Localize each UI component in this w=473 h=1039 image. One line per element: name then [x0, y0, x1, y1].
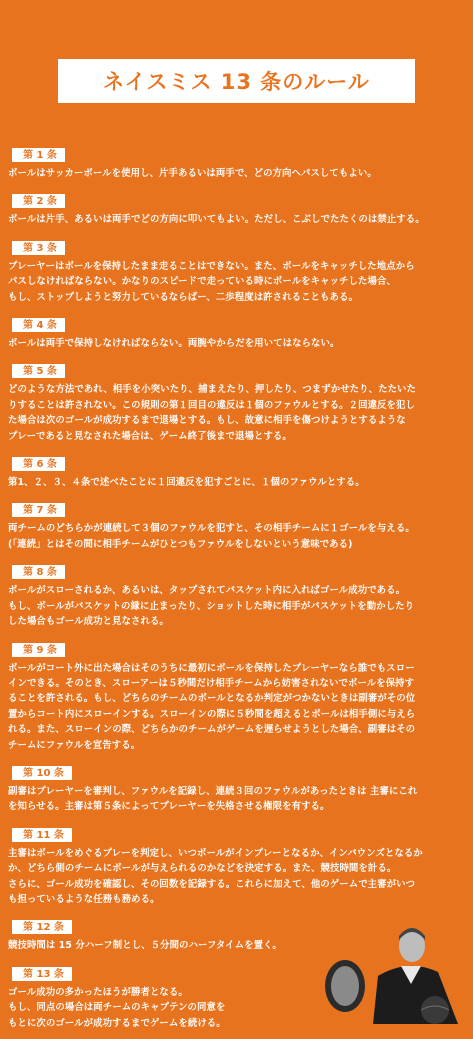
- rule-label: 第 12 条: [12, 920, 72, 934]
- rule-3: [8, 236, 466, 305]
- rule-label: 第 5 条: [12, 364, 65, 378]
- rule-text: どのような方法であれ、相手を小突いたり、捕まえたり、押したり、つまずかせたり、たたいた りすることは許されない。この規則の第１回目の違反は１個のファウルとする。２回違反を犯し た場合は次のゴールが成功するまで退場とする。もし、故意に相手を傷つけようとするような プレーであると見なされた場合は、ゲーム終了後まで退場とする。: [8, 384, 416, 442]
- rule-text: ボールは両手で保持しなければならない。両腕やからだを用いてはならない。: [8, 338, 340, 350]
- rule-label: 第 1 条: [12, 148, 65, 162]
- page-title: ネイスミス 13 条のルール: [103, 70, 370, 94]
- rule-4: [8, 313, 466, 351]
- rule-text: ボールがスローされるか、あるいは、タップされてバスケット内に入ればゴール成功である。 もし、ボールがバスケットの縁に止まったり、ショットした時に相手がバスケットを動かしたり した場合もゴール成功と見なされる。: [8, 585, 415, 628]
- rule-label: 第 11 条: [12, 828, 72, 842]
- rule-11: [8, 823, 466, 908]
- rule-text: ボールがコート外に出た場合はそのうちに最初にボールを保持したプレーヤーなら誰でもスロー インできる。そのとき、スローアーは５秒間だけ相手チームから妨害されないでボールを保持す ることを許される。もし、どちらのチームのボールとなるか判定がつかないときは副審がその位 置からコート内にスローインする。スローインの際に５秒間を超えるとボールは相手側に与えら れる。また、スローインの際、どちらかのチームがゲームを遅らせようとした場合、副審はその チームにファウルを宣告する。: [8, 662, 416, 751]
- rule-label: 第 8 条: [12, 565, 65, 579]
- rule-label: 第 13 条: [12, 967, 72, 981]
- rule-label: 第 2 条: [12, 194, 65, 208]
- ball: [421, 996, 449, 1024]
- rule-1: [8, 143, 466, 181]
- rule-label: 第 3 条: [12, 241, 65, 255]
- rule-text: ボールはサッカーボールを使用し、片手あるいは両手で、どの方向へパスしてもよい。: [8, 168, 377, 179]
- rule-10: [8, 761, 466, 815]
- rule-6: [8, 452, 466, 490]
- rule-text: 両チームのどちらかが連続して３個のファウルを犯すと、その相手チームに１ゴールを与える。 (「連続」とはその間に相手チームがひとつもファウルをしないという意味である): [8, 523, 415, 550]
- rule-text: ボールは片手、あるいは両手でどの方向に叩いてもよい。ただし、こぶしでたたくのは禁止する。: [8, 214, 425, 226]
- rule-label: 第 10 条: [12, 766, 72, 780]
- rule-label: 第 6 条: [12, 457, 65, 471]
- rule-text: 競技時間は 15 分ハーフ制とし、５分間のハーフタイムを置く。: [8, 940, 282, 952]
- rule-label: 第 7 条: [12, 503, 65, 517]
- rule-text: プレーヤーはボールを保持したまま走ることはできない。また、ボールをキャッチした地点から パスしなければならない。かなりのスピードで走っている時にボールをキャッチした場合、 もし、ストップしようと努力しているならばー、二歩程度は許されることもある。: [8, 260, 415, 303]
- rule-text: ゴール成功の多かったほうが勝者となる。 もし、同点の場合は両チームのキャプテンの同意を もとに次のゴールが成功するまでゲームを続ける。: [8, 986, 226, 1029]
- rule-8: [8, 560, 466, 629]
- rule-text: 第1、２、３、４条で述べたことに１回違反を犯すごとに、１個のファウルとする。: [8, 477, 365, 489]
- title-banner: [58, 59, 415, 103]
- portrait-figure-icon: [323, 914, 473, 1024]
- rule-5: [8, 359, 466, 444]
- rule-text: 副審はプレーヤーを審判し、ファウルを記録し、連続３回のファウルがあったときは 主審にこれ を知らせる。主審は第５条によってプレーヤーを失格させる権限を有する。: [8, 785, 418, 813]
- basket-inner: [331, 966, 359, 1006]
- naismith-photo: [323, 914, 473, 1024]
- rule-7: [8, 498, 466, 552]
- rules-list: [8, 143, 466, 1039]
- rule-label: 第 9 条: [12, 643, 65, 657]
- rule-2: [8, 189, 466, 227]
- rule-label: 第 4 条: [12, 318, 65, 332]
- rule-text: 主審はボールをめぐるプレーを判定し、いつボールがインプレーとなるか、インバウンズとなるか か、どちら側のチームにボールが与えられるのかなどを決定する。また、競技時間を計る。 さらに、ゴール成功を確認し、その回数を記録する。これらに加えて、他のゲームで主審がいつ も担っているような任務も務める。: [8, 847, 423, 905]
- rule-9: [8, 638, 466, 753]
